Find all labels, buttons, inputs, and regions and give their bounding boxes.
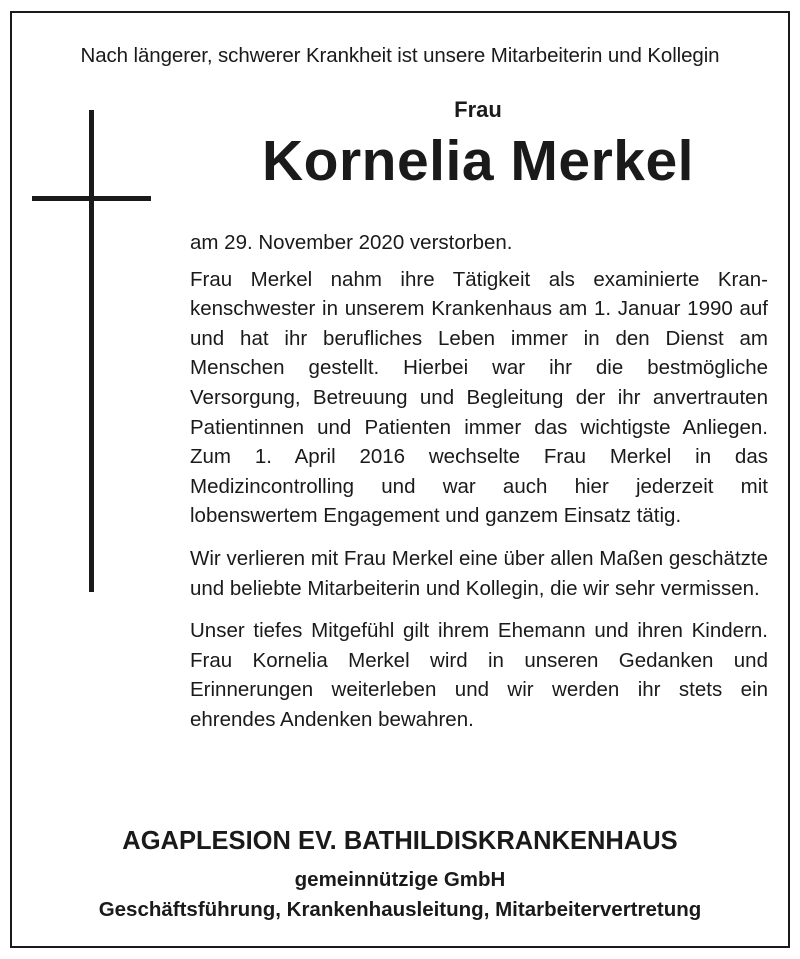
salutation: Frau <box>454 97 502 122</box>
organization-legal-form: gemeinnützige GmbH <box>294 868 506 891</box>
date-of-death-line: am 29. November 2020 verstorben. <box>190 231 513 254</box>
notice-body <box>190 228 768 748</box>
signatories: Geschäftsführung, Krankenhausleitung, Mitarbeitervertretung <box>98 898 702 921</box>
career-paragraph: Frau Merkel nahm ihre Tätigkeit als examinierte Krankenschwester in unserem Krankenhaus am 1. Januar 1990 auf und hat ihr berufliches Leben immer in den Dienst am Menschen gestellt. Hierbei war ihr die bestmögliche Versorgung, Betreuung und Begleitung der ihr anvertrauten Patientinnen und Patienten immer das wichtigste Anliegen. Zum 1. April 2016 wechselte Frau Merkel in das Medizincontrolling und war auch hier jederzeit mit lobenswertem Engagement und ganzem Einsatz tätig. <box>190 267 768 528</box>
condolence-paragraph: Unser tiefes Mitgefühl gilt ihrem Ehemann und ihren Kindern. Frau Kornelia Merkel wird in unseren Gedanken und Erinnerungen weiterleben und wir werden ihr stets ein ehrendes Andenken bewahren. <box>190 619 768 731</box>
intro-line: Nach längerer, schwerer Krankheit ist unsere Mitarbeiterin und Kollegin <box>80 44 720 67</box>
cross-icon <box>89 110 94 592</box>
organization-name: AGAPLESION EV. BATHILDISKRANKENHAUS <box>122 827 678 855</box>
cross-icon-bar <box>32 196 151 201</box>
deceased-name: Kornelia Merkel <box>262 129 694 193</box>
loss-paragraph: Wir verlieren mit Frau Merkel eine über allen Maßen geschätzte und beliebte Mitarbeiterin und Kollegin, die wir sehr vermissen. <box>190 546 768 600</box>
